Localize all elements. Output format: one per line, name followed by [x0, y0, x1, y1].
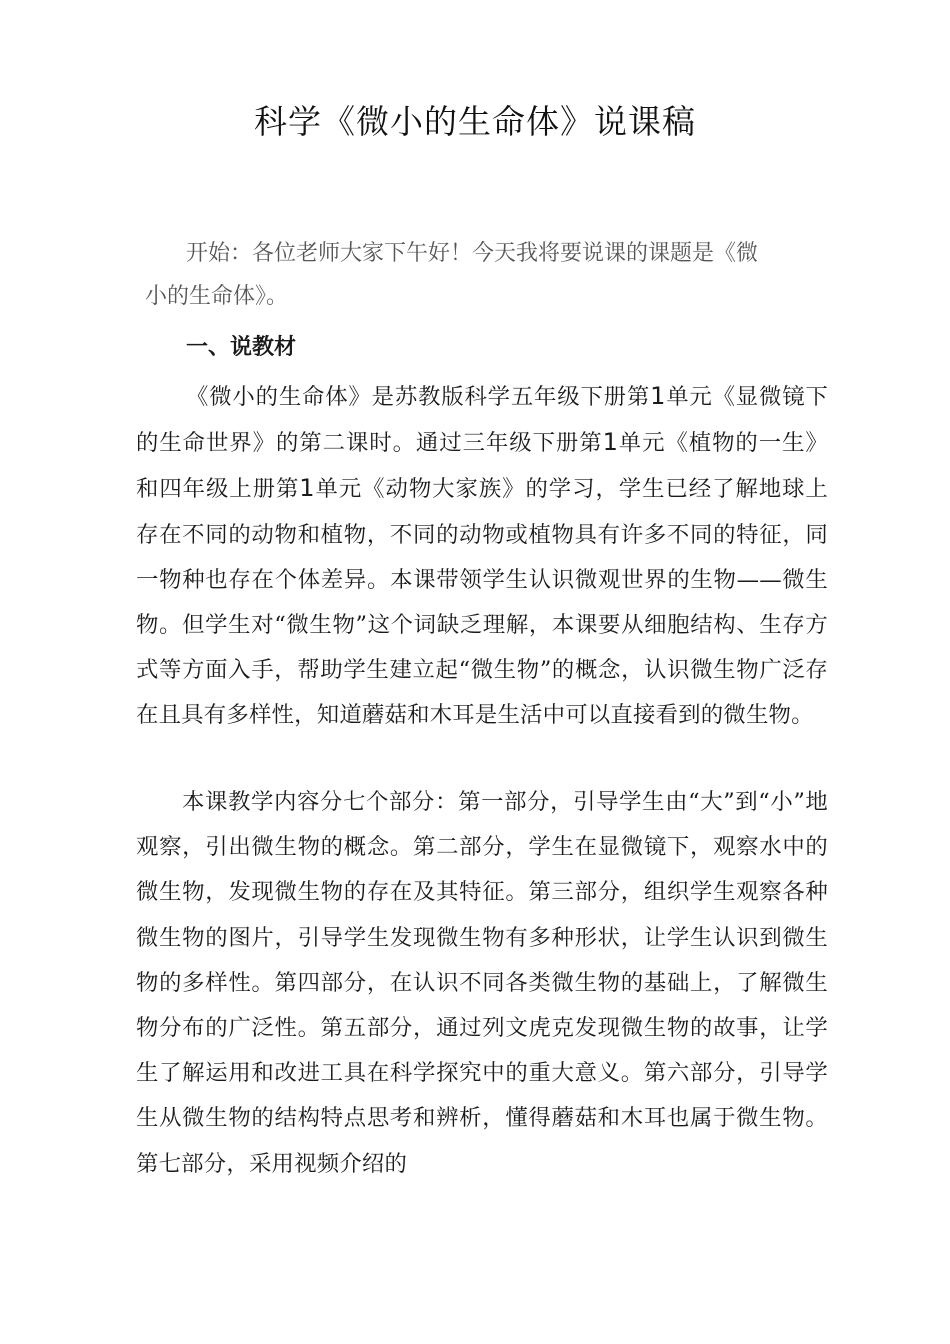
intro-paragraph: 开始：各位老师大家下午好！今天我将要说课的课题是《微	[186, 241, 759, 266]
p1-text-c: 单元《植物的一生》和四年级上册第	[136, 430, 828, 503]
p1-text-b: 单元《显微镜下的生命世界》的第二课时。通过三年级下册第	[136, 384, 829, 457]
body-paragraph-1	[136, 374, 828, 739]
p1-text-a: 《微小的生命体》是苏教版科学五年级下册第	[186, 384, 651, 410]
document-title: 科学《微小的生命体》说课稿	[254, 102, 696, 141]
intro-paragraph-continued: 小的生命体》。	[145, 284, 289, 309]
p1-text-d: 单元《动物大家族》的学习，学生已经了解地球上存在不同的动物和植物，不同的动物或植物具有许多不同的特征，同一物种也存在个体差异。本课带领学生认识微观世界的生物——微生物。但学生对“微生物”这个词缺乏理解，本课要从细胞结构、生存方式等方面入手，帮助学生建立起“微生物”的概念，认识微生物广泛存在且具有多样性，知道蘑菇和木耳是生活中可以直接看到的微生物。	[136, 476, 828, 729]
p1-unit-number-3: 1	[299, 474, 315, 503]
p1-unit-number-2: 1	[602, 428, 619, 457]
p1-unit-number-1: 1	[650, 382, 666, 410]
section-heading-textbook: 一、说教材	[186, 334, 297, 360]
body-paragraph-2: 本课教学内容分七个部分：第一部分，引导学生由“大”到“小”地观察，引出微生物的概念。第二部分，学生在显微镜下，观察水中的微生物，发现微生物的存在及其特征。第三部分，组织学生观察各种微生物的图片，引导学生发现微生物有多种形状，让学生认识到微生物的多样性。第四部分，在认识不同各类微生物的基础上，了解微生物分布的广泛性。第五部分，通过列文虎克发现微生物的故事，让学生了解运用和改进工具在科学探究中的重大意义。第六部分，引导学生从微生物的结构特点思考和辨析，懂得蘑菇和木耳也属于微生物。第七部分，采用视频介绍的	[136, 789, 828, 1177]
